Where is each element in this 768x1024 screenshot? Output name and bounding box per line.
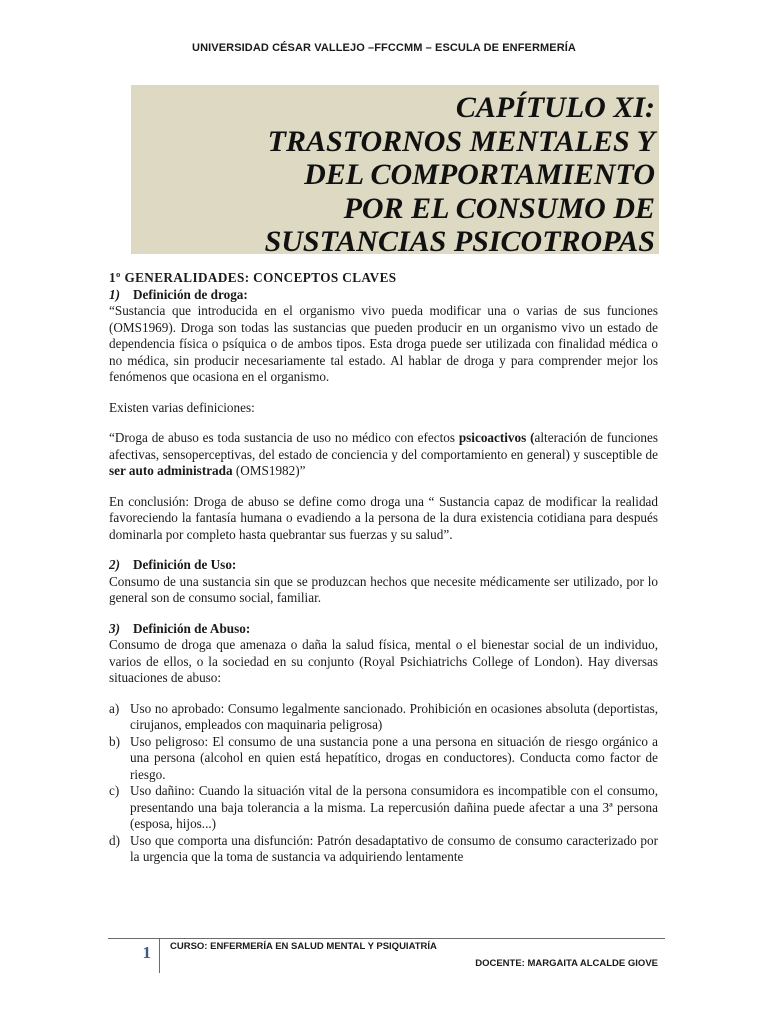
definition-heading-text: Definición de Uso: [133,557,237,572]
text-run: “Droga de abuso es toda sustancia de uso no médico con efectos [109,430,459,445]
list-letter: a) [109,700,120,716]
chapter-title-line: TRASTORNOS MENTALES Y [267,124,655,158]
text-run: (OMS1982)” [232,463,306,478]
definition-number: 3) [109,620,120,636]
page-header: UNIVERSIDAD CÉSAR VALLEJO –FFCCMM – ESCULA DE ENFERMERÍA [192,42,576,54]
chapter-title-box [131,85,659,258]
list-item [109,783,658,833]
list-item-text: Uso que comporta una disfunción: Patrón desadaptativo de consumo de consumo caracterizado por la urgencia que la toma de sustancia va adquiriendo lentamente [130,832,658,864]
abuse-situations-list [109,701,658,866]
list-letter: b) [109,733,120,749]
list-item-text: Uso no aprobado: Consumo legalmente sancionado. Prohibición en ocasiones absoluta (deportistas, cirujanos, empleados con maquinaria peligrosa) [130,700,658,732]
definition-heading-abuso [109,621,658,638]
list-item [109,734,658,784]
chapter-title-line: SUSTANCIAS PSICOTROPAS [264,225,655,258]
chapter-title-line: CAPÍTULO XI: [455,91,655,124]
definition-heading-text: Definición de Abuso: [133,620,251,636]
footer-teacher: DOCENTE: MARGAITA ALCALDE GIOVE [475,958,658,969]
list-letter: c) [109,783,120,798]
definition-heading-text: Definición de droga: [133,286,248,302]
definition-number: 2) [109,557,120,572]
paragraph: En conclusión: Droga de abuso se define como droga una “ Sustancia capaz de modificar la realidad favoreciendo la fantasía humana o evadiendo a la persona de la dura existencia cotidiana para después dominarla por completo hasta quebrantar sus fuerzas y su salud”. [109,493,658,542]
list-item-text: Uso peligroso: El consumo de una sustancia pone a una persona en situación de riesgo orgánico a una persona (alcohol en quien está hepatítico, drogas en conductores). Conducta como factor de riesgo. [130,733,658,782]
paragraph: Consumo de una sustancia sin que se produzcan hechos que necesite médicamente ser utilizado, por lo general son de consumo social, familiar. [109,573,658,605]
chapter-title-line: DEL COMPORTAMIENTO [304,158,655,191]
bold-term: psicoactivos ( [458,430,535,445]
list-item [109,833,658,866]
chapter-title-line: POR EL CONSUMO DE [343,191,655,225]
section-title: 1º GENERALIDADES: CONCEPTOS CLAVES [109,270,397,285]
paragraph: Consumo de droga que amenaza o daña la salud física, mental o el bienestar social de un individuo, varios de ellos, o la sociedad en su conjunto (Royal Psichiatrichs College of London). Hay diversas situaciones de abuso: [109,637,658,685]
definition-heading-uso [109,557,658,574]
list-item-text: Uso dañino: Cuando la situación vital de la persona consumidora es incompatible con el consumo, presentando una baja tolerancia a la misma. La repercusión dañina puede afectar a una 3ª persona (esposa, hijos...) [130,783,658,831]
definition-number: 1) [109,286,120,302]
paragraph-abuse-definition [109,430,658,480]
document-body [109,270,658,866]
list-item [109,701,658,734]
list-letter: d) [109,832,120,848]
page-number: 1 [108,939,160,973]
footer-course: CURSO: ENFERMERÍA EN SALUD MENTAL Y PSIQUIATRÍA [170,941,437,952]
paragraph: Existen varias definiciones: [109,399,255,415]
bold-term: ser auto administrada [109,463,233,478]
text-run: alteración de funciones afectivas, sensoperceptivas, del estado de conciencia y del comportamiento en general) y susceptible de [109,430,659,462]
definition-heading-droga [109,287,658,304]
footer-divider [108,938,665,939]
paragraph: “Sustancia que introducida en el organismo vivo pueda modificar una o varias de sus funciones (OMS1969). Droga son todas las sustancias que pueden producir en un organismo vivo un estado de dependencia física o psíquica o de ambos tipos. Esta droga puede ser utilizada con finalidad médica o no médica, sin producir necesariamente tal estado. Al hablar de droga y para comprender mejor los fenómenos que ocasiona en el organismo. [109,303,658,384]
